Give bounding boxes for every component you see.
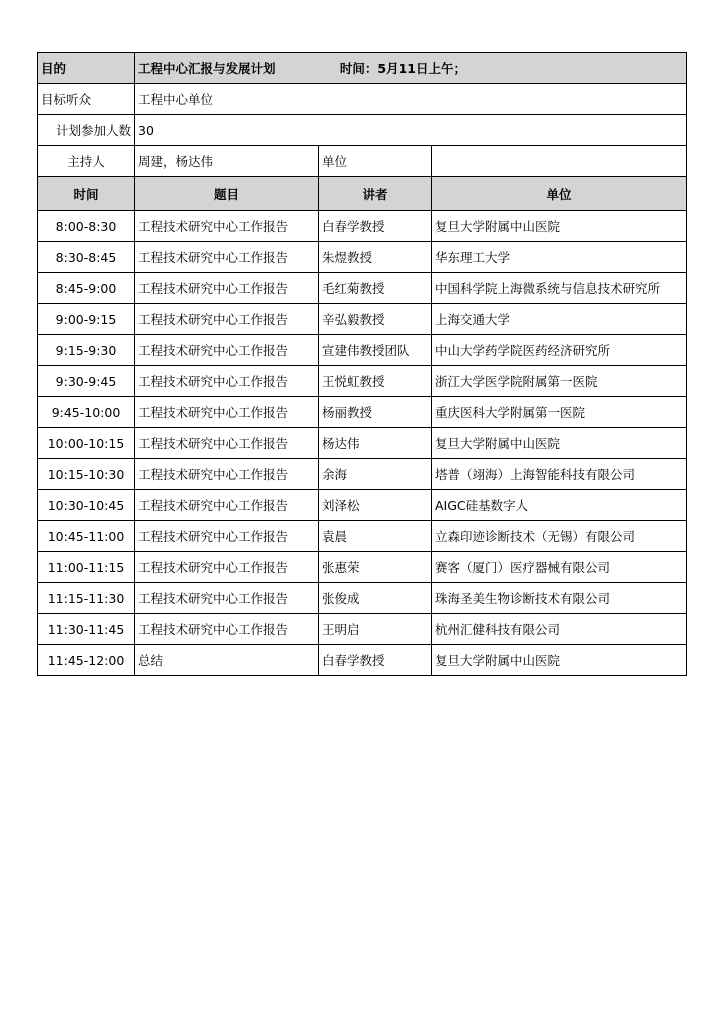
topic-cell: 工程技术研究中心工作报告 [135,490,319,521]
time-cell: 8:45-9:00 [38,273,135,304]
time-cell: 10:00-10:15 [38,428,135,459]
speaker-cell: 袁晨 [319,521,432,552]
time-cell: 8:30-8:45 [38,242,135,273]
unit-value [432,146,687,177]
speaker-cell: 毛红菊教授 [319,273,432,304]
agenda-body [38,53,687,676]
host-row [38,146,687,177]
meeting-title: 工程中心汇报与发展计划 [138,61,276,76]
table-row [38,583,687,614]
topic-cell: 工程技术研究中心工作报告 [135,335,319,366]
unit-cell: 复旦大学附属中山医院 [432,211,687,242]
unit-cell: 复旦大学附属中山医院 [432,428,687,459]
speaker-cell: 宣建伟教授团队 [319,335,432,366]
table-row [38,242,687,273]
unit-cell: 杭州汇健科技有限公司 [432,614,687,645]
time-cell: 10:45-11:00 [38,521,135,552]
table-row [38,366,687,397]
topic-cell: 工程技术研究中心工作报告 [135,304,319,335]
time-cell: 10:30-10:45 [38,490,135,521]
table-row [38,645,687,676]
title-cell [135,53,687,84]
table-row [38,211,687,242]
unit-cell: 珠海圣美生物诊断技术有限公司 [432,583,687,614]
topic-cell: 工程技术研究中心工作报告 [135,614,319,645]
topic-cell: 总结 [135,645,319,676]
column-header-time: 时间 [38,177,135,211]
time-cell: 11:15-11:30 [38,583,135,614]
topic-cell: 工程技术研究中心工作报告 [135,583,319,614]
topic-cell: 工程技术研究中心工作报告 [135,459,319,490]
speaker-cell: 白春学教授 [319,211,432,242]
unit-cell: 复旦大学附属中山医院 [432,645,687,676]
speaker-cell: 杨达伟 [319,428,432,459]
meeting-time: 时间：5月11日上午； [339,61,466,76]
table-row [38,428,687,459]
attendance-label: 计划参加人数 [38,115,135,146]
topic-cell: 工程技术研究中心工作报告 [135,366,319,397]
topic-cell: 工程技术研究中心工作报告 [135,273,319,304]
table-row [38,459,687,490]
time-cell: 11:45-12:00 [38,645,135,676]
attendance-row [38,115,687,146]
time-cell: 11:00-11:15 [38,552,135,583]
speaker-cell: 刘泽松 [319,490,432,521]
speaker-cell: 白春学教授 [319,645,432,676]
table-row [38,552,687,583]
time-cell: 8:00-8:30 [38,211,135,242]
time-cell: 10:15-10:30 [38,459,135,490]
topic-cell: 工程技术研究中心工作报告 [135,211,319,242]
table-row [38,521,687,552]
purpose-label: 目的 [38,53,135,84]
agenda-table [37,52,687,676]
speaker-cell: 辛弘毅教授 [319,304,432,335]
unit-cell: 上海交通大学 [432,304,687,335]
unit-cell: 华东理工大学 [432,242,687,273]
topic-cell: 工程技术研究中心工作报告 [135,521,319,552]
column-header-speaker: 讲者 [319,177,432,211]
column-header-unit: 单位 [432,177,687,211]
speaker-cell: 王明启 [319,614,432,645]
time-cell: 9:30-9:45 [38,366,135,397]
unit-cell: 重庆医科大学附属第一医院 [432,397,687,428]
column-header-topic: 题目 [135,177,319,211]
speaker-cell: 王悦虹教授 [319,366,432,397]
unit-cell: 中山大学药学院医药经济研究所 [432,335,687,366]
table-row [38,335,687,366]
audience-row [38,84,687,115]
table-row [38,397,687,428]
speaker-cell: 张惠荣 [319,552,432,583]
topic-cell: 工程技术研究中心工作报告 [135,552,319,583]
time-cell: 11:30-11:45 [38,614,135,645]
unit-cell: AIGC硅基数字人 [432,490,687,521]
audience-value: 工程中心单位 [135,84,687,115]
topic-cell: 工程技术研究中心工作报告 [135,242,319,273]
topic-cell: 工程技术研究中心工作报告 [135,428,319,459]
host-value: 周建，杨达伟 [135,146,319,177]
time-cell: 9:15-9:30 [38,335,135,366]
column-header-row [38,177,687,211]
unit-cell: 塔普（翊海）上海智能科技有限公司 [432,459,687,490]
table-row [38,614,687,645]
speaker-cell: 杨丽教授 [319,397,432,428]
speaker-cell: 朱煜教授 [319,242,432,273]
unit-cell: 赛客（厦门）医疗器械有限公司 [432,552,687,583]
table-row [38,490,687,521]
table-row [38,273,687,304]
unit-cell: 中国科学院上海微系统与信息技术研究所 [432,273,687,304]
time-cell: 9:45-10:00 [38,397,135,428]
unit-label: 单位 [319,146,432,177]
table-row [38,304,687,335]
time-cell: 9:00-9:15 [38,304,135,335]
unit-cell: 浙江大学医学院附属第一医院 [432,366,687,397]
host-label: 主持人 [38,146,135,177]
speaker-cell: 余海 [319,459,432,490]
topic-cell: 工程技术研究中心工作报告 [135,397,319,428]
attendance-value: 30 [135,115,687,146]
unit-cell: 立森印迹诊断技术（无锡）有限公司 [432,521,687,552]
speaker-cell: 张俊成 [319,583,432,614]
audience-label: 目标听众 [38,84,135,115]
title-row [38,53,687,84]
